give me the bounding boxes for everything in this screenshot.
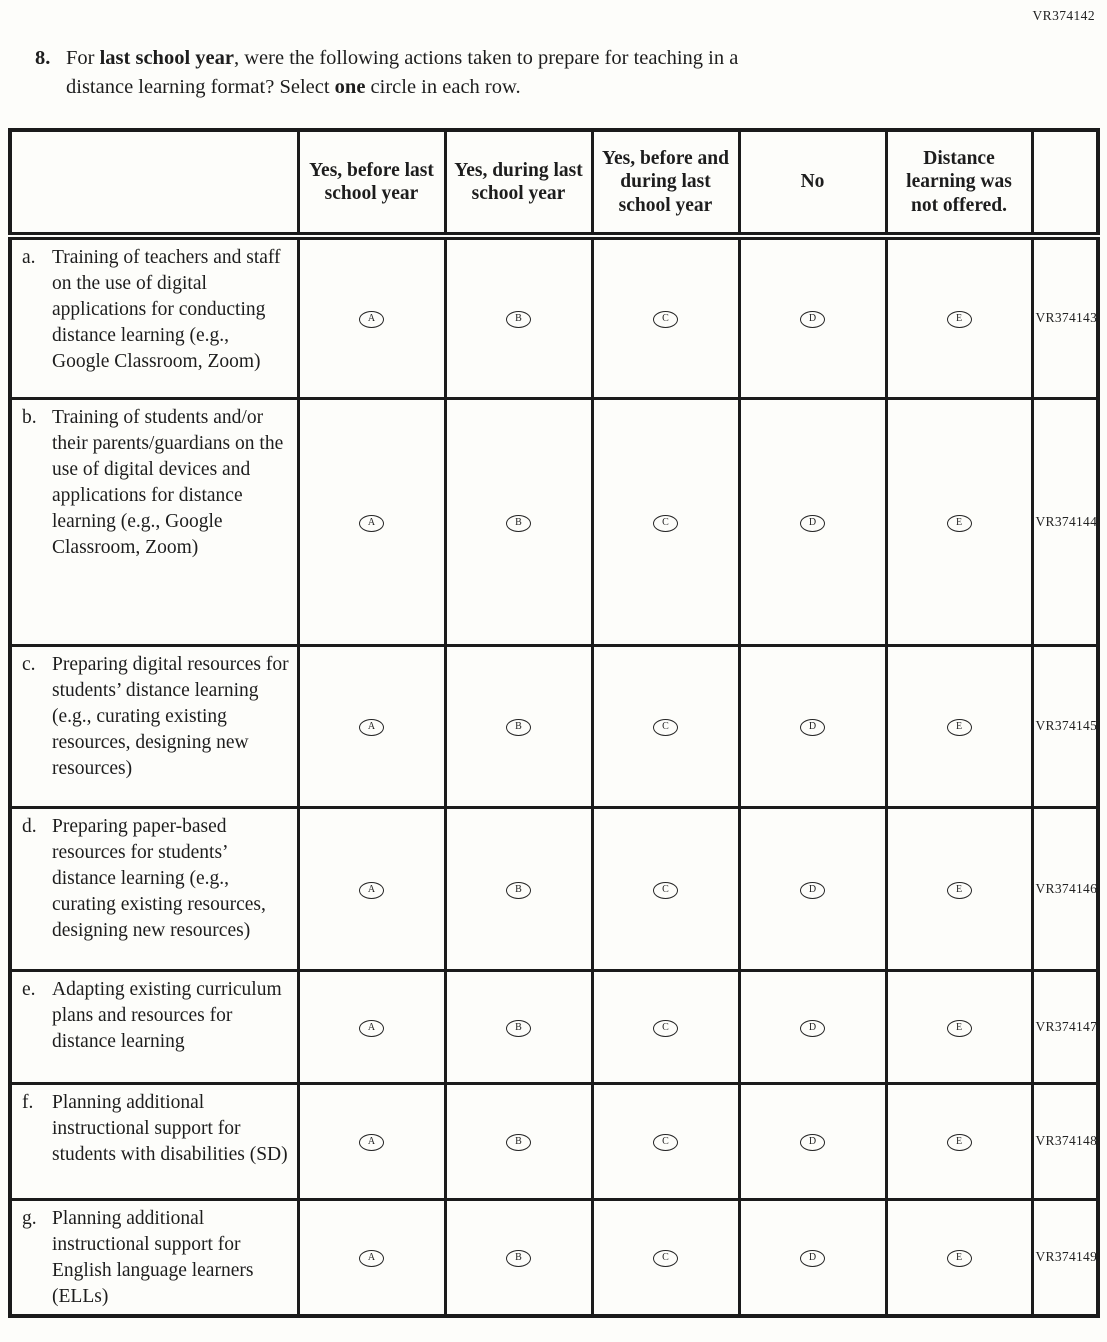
option-cell-d (739, 1199, 886, 1316)
answer-bubble-a[interactable]: A (359, 882, 384, 899)
option-cell-a (298, 1083, 445, 1199)
row-letter: a. (22, 247, 36, 268)
answer-bubble-e[interactable]: E (947, 311, 972, 328)
option-cell-e (886, 970, 1032, 1083)
answer-bubble-b[interactable]: B (506, 515, 531, 532)
response-grid (8, 128, 1100, 1318)
row-letter: d. (22, 815, 37, 837)
table-row-b (10, 398, 1098, 645)
answer-bubble-e[interactable]: E (947, 1250, 972, 1267)
row-letter: e. (22, 978, 36, 1000)
row-code-cell: VR374148 (1032, 1083, 1098, 1199)
row-letter: f. (22, 1091, 34, 1113)
row-letter: b. (22, 406, 37, 428)
option-cell-e (886, 398, 1032, 645)
row-text: Training of students and/or their parents/guardians on the use of digital devices and applications for distance learning (e.g., Google Classroom, Zoom) (52, 406, 284, 558)
row-letter: g. (22, 1207, 37, 1229)
column-header-yes-before (298, 130, 445, 236)
row-code-cell: VR374149 (1032, 1199, 1098, 1316)
option-cell-d (739, 236, 886, 398)
option-cell-b (445, 1199, 592, 1316)
option-cell-a (298, 398, 445, 645)
table-row-c (10, 645, 1098, 807)
option-cell-c (592, 807, 739, 970)
answer-bubble-c[interactable]: C (653, 882, 678, 899)
answer-bubble-b[interactable]: B (506, 719, 531, 736)
row-text: Preparing paper-based resources for students’ distance learning (e.g., curating existing resources, designing new resources) (52, 815, 266, 941)
option-cell-a (298, 645, 445, 807)
question-8 (35, 44, 935, 102)
option-cell-a (298, 970, 445, 1083)
answer-bubble-e[interactable]: E (947, 882, 972, 899)
answer-bubble-c[interactable]: C (653, 515, 678, 532)
option-cell-c (592, 236, 739, 398)
row-text: Adapting existing curriculum plans and resources for distance learning (52, 978, 282, 1052)
row-text: Training of teachers and staff on the use of digital applications for conducting distance learning (e.g., Google Classroom, Zoom) (52, 247, 281, 372)
option-cell-c (592, 645, 739, 807)
row-code-cell: VR374147 (1032, 970, 1098, 1083)
answer-bubble-c[interactable]: C (653, 1134, 678, 1151)
answer-bubble-d[interactable]: D (800, 1250, 825, 1267)
column-header-label: Yes, before last school year (309, 159, 434, 204)
row-text: Planning additional instructional support for students with disabilities (SD) (52, 1091, 288, 1165)
option-cell-d (739, 807, 886, 970)
row-code-cell: VR374143 (1032, 236, 1098, 398)
answer-bubble-e[interactable]: E (947, 719, 972, 736)
option-cell-b (445, 645, 592, 807)
option-cell-d (739, 970, 886, 1083)
answer-bubble-a[interactable]: A (359, 1250, 384, 1267)
option-cell-a (298, 1199, 445, 1316)
column-header-label: Yes, before and during last school year (602, 147, 729, 216)
row-code-cell: VR374144 (1032, 398, 1098, 645)
answer-bubble-e[interactable]: E (947, 1020, 972, 1037)
question-text: For last school year, were the following actions taken to prepare for teaching in a distance learning format? Select one circle in each row. (66, 47, 739, 98)
form-code: VR374142 (1032, 8, 1095, 23)
option-cell-b (445, 398, 592, 645)
column-header-label: Yes, during last school year (454, 159, 583, 204)
option-cell-b (445, 1083, 592, 1199)
column-header-not-offered (886, 130, 1032, 236)
row-text: Planning additional instructional support for English language learners (ELLs) (52, 1207, 254, 1307)
grid-header (10, 130, 1098, 236)
answer-bubble-b[interactable]: B (506, 311, 531, 328)
option-cell-e (886, 236, 1032, 398)
table-row-f (10, 1083, 1098, 1199)
answer-bubble-c[interactable]: C (653, 1020, 678, 1037)
option-cell-e (886, 1083, 1032, 1199)
answer-bubble-d[interactable]: D (800, 1020, 825, 1037)
answer-bubble-a[interactable]: A (359, 311, 384, 328)
answer-bubble-c[interactable]: C (653, 311, 678, 328)
row-label-cell (10, 645, 298, 807)
table-row-a (10, 236, 1098, 398)
column-header-label: No (800, 171, 825, 193)
column-header-yes-before-and-during (592, 130, 739, 236)
option-cell-a (298, 807, 445, 970)
answer-bubble-a[interactable]: A (359, 1134, 384, 1151)
option-cell-e (886, 1199, 1032, 1316)
answer-bubble-d[interactable]: D (800, 882, 825, 899)
answer-bubble-c[interactable]: C (653, 1250, 678, 1267)
answer-bubble-e[interactable]: E (947, 1134, 972, 1151)
answer-bubble-b[interactable]: B (506, 1020, 531, 1037)
table-row-d (10, 807, 1098, 970)
answer-bubble-b[interactable]: B (506, 1134, 531, 1151)
answer-bubble-a[interactable]: A (359, 515, 384, 532)
row-label-cell (10, 1199, 298, 1316)
answer-bubble-c[interactable]: C (653, 719, 678, 736)
row-label-cell (10, 970, 298, 1083)
answer-bubble-d[interactable]: D (800, 311, 825, 328)
column-header-label: Distance learning was not offered. (906, 147, 1012, 216)
column-header-no (739, 130, 886, 236)
option-cell-b (445, 807, 592, 970)
row-label-cell (10, 1083, 298, 1199)
answer-bubble-d[interactable]: D (800, 515, 825, 532)
row-label-cell (10, 398, 298, 645)
answer-bubble-e[interactable]: E (947, 515, 972, 532)
option-cell-c (592, 970, 739, 1083)
row-text: Preparing digital resources for students’ distance learning (e.g., curating existing resources, designing new resources) (52, 653, 289, 779)
option-cell-d (739, 398, 886, 645)
row-label-cell (10, 807, 298, 970)
option-cell-a (298, 236, 445, 398)
question-number: 8. (35, 47, 51, 69)
column-header-code (1032, 130, 1098, 236)
option-cell-c (592, 1083, 739, 1199)
column-header-yes-during (445, 130, 592, 236)
option-cell-c (592, 398, 739, 645)
option-cell-c (592, 1199, 739, 1316)
table-row-e (10, 970, 1098, 1083)
option-cell-e (886, 645, 1032, 807)
option-cell-b (445, 236, 592, 398)
row-code-cell: VR374146 (1032, 807, 1098, 970)
option-cell-e (886, 807, 1032, 970)
answer-bubble-b[interactable]: B (506, 882, 531, 899)
option-cell-d (739, 645, 886, 807)
row-letter: c. (22, 653, 36, 675)
option-cell-b (445, 970, 592, 1083)
table-row-g (10, 1199, 1098, 1316)
answer-bubble-d[interactable]: D (800, 1134, 825, 1151)
answer-bubble-a[interactable]: A (359, 1020, 384, 1037)
row-label-cell (10, 236, 298, 398)
answer-bubble-b[interactable]: B (506, 1250, 531, 1267)
row-code-cell: VR374145 (1032, 645, 1098, 807)
column-header-stub (10, 130, 298, 236)
option-cell-d (739, 1083, 886, 1199)
answer-bubble-a[interactable]: A (359, 719, 384, 736)
answer-bubble-d[interactable]: D (800, 719, 825, 736)
